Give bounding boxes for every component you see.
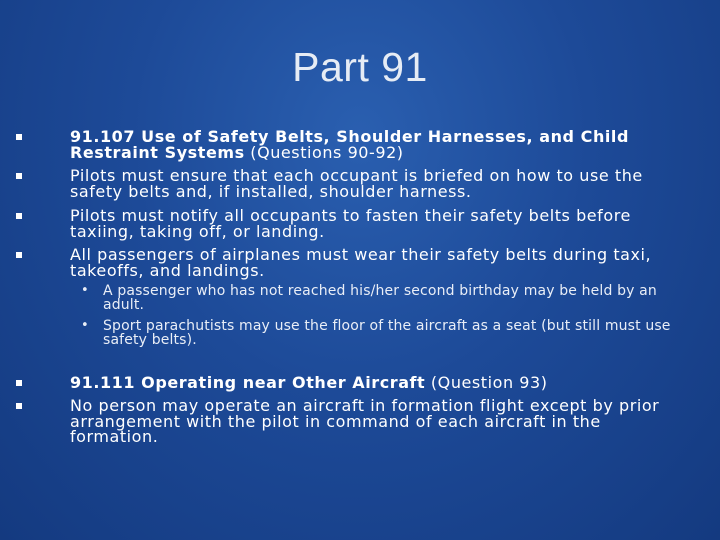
sub-bullet-item-parachutists [81,318,693,348]
bullet-item-passengers [70,247,690,278]
bullet-item-formation [70,398,690,445]
square-bullet-icon [16,403,22,409]
square-bullet-icon [16,173,22,179]
bullet-text: All passengers of airplanes must wear their safety belts during taxi, takeoffs, and landings. [70,245,652,280]
dot-bullet-icon: • [81,283,89,298]
bullet-item-briefing [70,168,690,199]
bullet-item-91-111 [70,375,690,391]
square-bullet-icon [16,213,22,219]
dot-bullet-icon: • [81,318,89,333]
bullet-text: (Questions 90-92) [244,142,404,162]
sub-bullet-item-infant [81,283,693,313]
bullet-heading: 91.111 Operating near Other Aircraft [70,373,426,392]
bullet-item-notify [70,208,690,239]
bullet-item-91-107 [70,129,690,160]
square-bullet-icon [16,380,22,386]
square-bullet-icon [16,134,22,140]
slide-title: Part 91 [292,44,428,90]
square-bullet-icon [16,252,22,258]
bullet-heading: 91.107 Use of Safety Belts, Shoulder Harnesses, and Child Restraint Systems [70,127,629,162]
bullet-text: (Question 93) [425,373,548,392]
sub-bullet-text: A passenger who has not reached his/her second birthday may be held by an adult. [103,283,657,313]
sub-bullet-text: Sport parachutists may use the floor of the aircraft as a seat (but still must use safety belts). [103,318,671,348]
bullet-text: No person may operate an aircraft in formation flight except by prior arrangement with the pilot in command of each aircraft in the formation. [70,396,660,447]
bullet-text: Pilots must notify all occupants to fasten their safety belts before taxiing, taking off, or landing. [70,206,631,241]
bullet-text: Pilots must ensure that each occupant is briefed on how to use the safety belts and, if installed, shoulder harness. [70,166,643,201]
